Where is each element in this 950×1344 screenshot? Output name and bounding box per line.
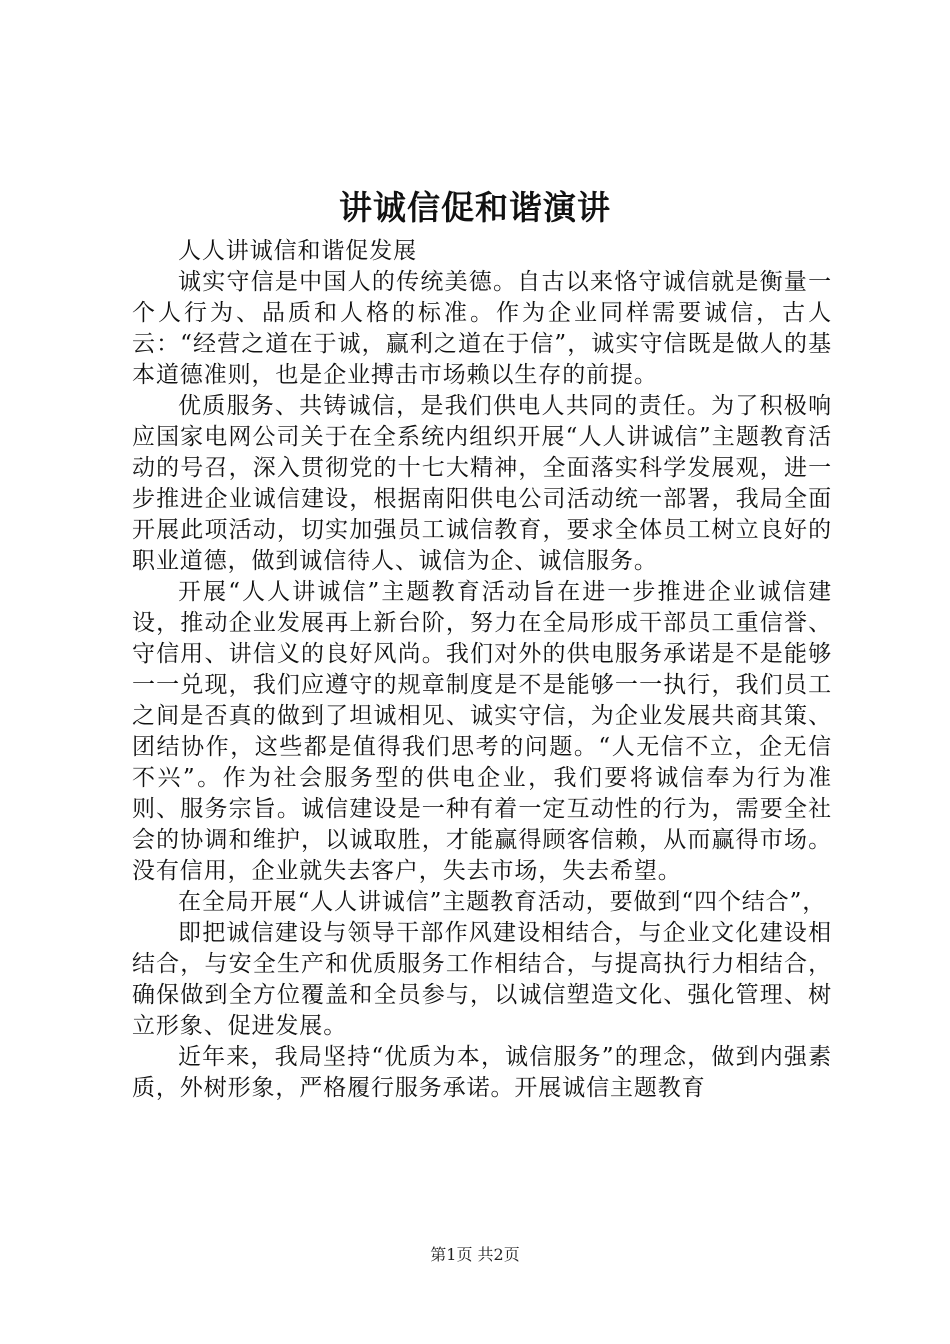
paragraph: 诚实守信是中国人的传统美德。自古以来恪守诚信就是衡量一个人行为、品质和人格的标准。作为企业同样需要诚信，古人云：“经营之道在于诚，赢利之道在于信”，诚实守信既是做人的基本道德准则，也是企业搏击市场赖以生存的前提。 bbox=[132, 269, 832, 388]
paragraph: 人人讲诚信和谐促发展 bbox=[178, 238, 417, 264]
paragraph: 即把诚信建设与领导干部作风建设相结合，与企业文化建设相结合，与安全生产和优质服务工作相结合，与提高执行力相结合，确保做到全方位覆盖和全员参与，以诚信塑造文化、强化管理、树立形象、促进发展。 bbox=[132, 920, 832, 1039]
paragraph: 近年来，我局坚持“优质为本，诚信服务”的理念，做到内强素质，外树形象，严格履行服务承诺。开展诚信主题教育 bbox=[132, 1044, 832, 1101]
paragraph: 开展“人人讲诚信”主题教育活动旨在进一步推进企业诚信建设，推动企业发展再上新台阶，努力在全局形成干部员工重信誉、守信用、讲信义的良好风尚。我们对外的供电服务承诺是不是能够一一兑现，我们应遵守的规章制度是不是能够一一执行，我们员工之间是否真的做到了坦诚相见、诚实守信，为企业发展共商其策、团结协作，这些都是值得我们思考的问题。“人无信不立，企无信不兴”。作为社会服务型的供电企业，我们要将诚信奉为行为准则、服务宗旨。诚信建设是一种有着一定互动性的行为，需要全社会的协调和维护，以诚取胜，才能赢得顾客信赖，从而赢得市场。没有信用，企业就失去客户，失去市场，失去希望。 bbox=[132, 579, 832, 884]
paragraph: 优质服务、共铸诚信，是我们供电人共同的责任。为了积极响应国家电网公司关于在全系统内组织开展“人人讲诚信”主题教育活动的号召，深入贯彻党的十七大精神，全面落实科学发展观，进一步推进企业诚信建设，根据南阳供电公司活动统一部署，我局全面开展此项活动，切实加强员工诚信教育，要求全体员工树立良好的职业道德，做到诚信待人、诚信为企、诚信服务。 bbox=[132, 393, 832, 574]
page-number-footer: 第1页 共2页 bbox=[430, 1245, 520, 1264]
paragraph: 在全局开展“人人讲诚信”主题教育活动，要做到“四个结合”， bbox=[178, 889, 827, 915]
document-body bbox=[132, 236, 832, 1104]
document-title: 讲诚信促和谐演讲 bbox=[339, 188, 611, 227]
